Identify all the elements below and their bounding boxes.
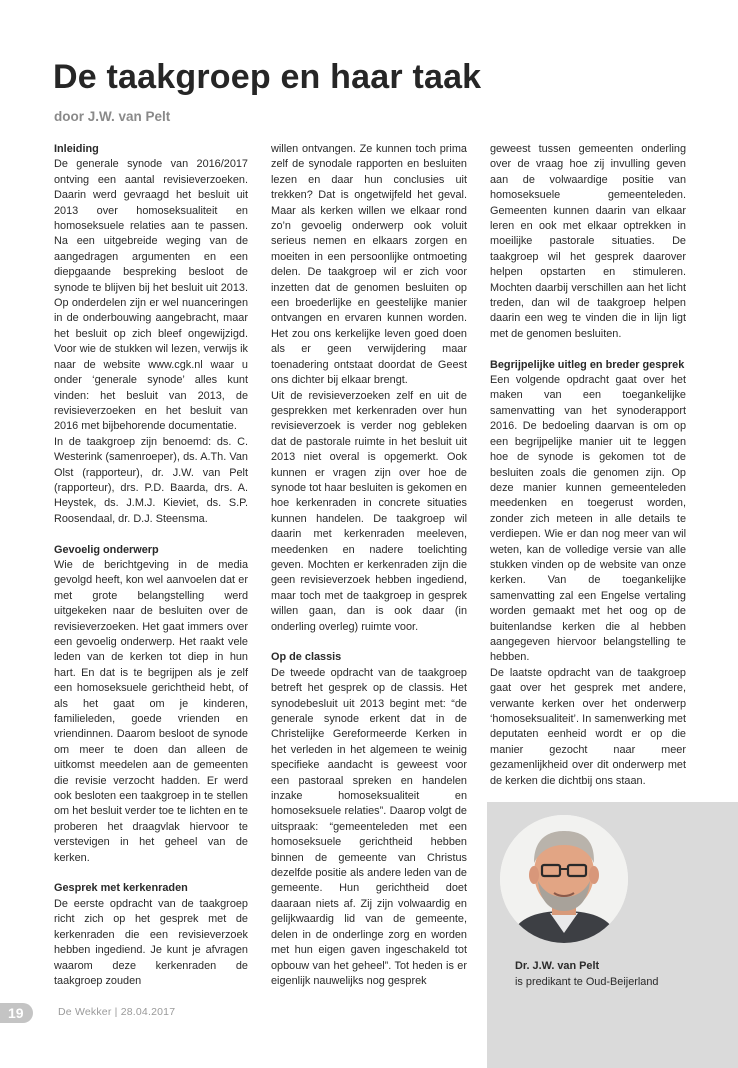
paragraph-spacer	[490, 342, 686, 357]
footer-publication: De Wekker | 28.04.2017	[58, 1006, 176, 1018]
author-portrait-illustration	[500, 815, 628, 943]
section-heading: Op de classis	[271, 651, 342, 664]
text-column-1	[54, 142, 248, 989]
paragraph: De eerste opdracht van de taakgroep richt zich op het gesprek met de kerkenraden die een revisieverzoek hebben ingediend. Je kunt je afvragen waarom deze kerkenraden de taakgroep zouden	[54, 897, 248, 987]
author-name: Dr. J.W. van Pelt	[515, 960, 600, 972]
author-photo	[500, 815, 628, 943]
text-column-2	[271, 142, 467, 989]
paragraph: In de taakgroep zijn benoemd: ds. C. Westerink (samenroeper), ds. A.Th. Van Olst (rapporteur), dr. J.W. van Pelt (rapporteur), drs. P.D. Baarda, drs. A. Heystek, ds. J.M.J. Kieviet, ds. S.P. Roosendaal, dr. D.J. Steensma.	[54, 435, 248, 525]
paragraph: geweest tussen gemeenten onderling over de vraag hoe zij invulling geven aan de volwaardige positie van homoseksuele gemeenteleden. Gemeenten kunnen daarin van elkaar leren en ook met elkaar optrekken in moeilijke pastorale situaties. De taakgroep wil het gesprek daarover helpen opstarten en stimuleren. Mochten daarbij verschillen aan het licht treden, dan wil de taakgroep helpen daarin een weg te vinden die in lijn ligt met de genomen besluiten.	[490, 143, 686, 340]
section-heading: Inleiding	[54, 143, 99, 155]
section-heading: Gevoelig onderwerp	[54, 543, 159, 556]
paragraph: Wie de berichtgeving in de media gevolgd heeft, kon wel aanvoelen dat er met grote belangstelling werd uitgekeken naar de besluiten over de revisieverzoeken. Het gaat immers over een gevoelig onderwerp. Het raakt vele leden van de kerken tot diep in hun hart. En dat is te begrijpen als je zelf een homoseksuele gerichtheid hebt, of als het gaat om je kinderen, familieleden, goede vrienden en vriendinnen. Daarom besloot de synode om meer te doen dan alleen de uitkomst meedelen aan de gemeenten die revisie verzocht hadden. Er werd ook besloten een taakgroep in te stellen om het besluit verder toe te lichten en te proberen het draagvlak hiervoor te verstevigen in het geheel van de kerken.	[54, 558, 248, 864]
paragraph: willen ontvangen. Ze kunnen toch prima zelf de synodale rapporten en besluiten lezen en daar hun conclusies uit trekken? Dat is ongetwijfeld het geval. Maar als kerken willen we elkaar rond zo’n gevoelig onderwerp ook voluit serieus nemen en elkaars zorgen en moeiten in een persoonlijke ontmoeting delen. De taakgroep wil er zich voor inzetten dat de genomen besluiten op een broederlijke en geestelijke manier ontvangen en ervaren kunnen worden. Het zou ons kerkelijke leven goed doen als er geen verwijdering maar toenadering ontstaat doordat de Geest ons dichter bij elkaar brengt.	[271, 143, 467, 387]
author-role: is predikant te Oud-Beijerland	[515, 976, 659, 988]
page-number: 19	[8, 1005, 24, 1021]
paragraph-spacer	[54, 866, 248, 881]
paragraph-spacer	[271, 635, 467, 650]
paragraph: De tweede opdracht van de taakgroep betreft het gesprek op de classis. Het synodebesluit uit 2013 begint met: “de generale synode erkent dat in de Christelijke Gereformeerde Kerken in het verleden in het algemeen te weinig specifieke aandacht is geweest voor een pastoraal spreken en handelen inzake homoseksualiteit en homoseksuele relaties”. Daarop volgt de uitspraak: “gemeenteleden met een homoseksuele gerichtheid hebben binnen de gemeente van Christus dezelfde positie als andere leden van de gemeente. Hun gerichtheid doet daaraan niets af. Zij zijn volwaardig en gelijkwaardig lid van de gemeente, delen in de onderlinge zorg en worden met hun eigen gaven ingeschakeld tot opbouw van het geheel”. Tot heden is er eigenlijk nauwelijks nog gesprek	[271, 666, 467, 987]
paragraph: Uit de revisieverzoeken zelf en uit de gesprekken met kerkenraden over hun revisieverzoek is verder nog gebleken dat de pastorale ruimte in het besluit uit 2013 niet overal is opgemerkt. Ook kunnen er vragen zijn over hoe de synode tot haar besluiten is gekomen en hoe kerkenraden in concrete situaties kunnen handelen. De taakgroep wil daarin met kerkenraden meeleven, meedenken en nadere toelichting geven. Mochten er kerkenraden zijn die geen revisieverzoek hebben ingediend, maar toch met de taakgroep in gesprek willen gaan, dan is ook daar (in onderling overleg) ruimte voor.	[271, 389, 467, 633]
paragraph: Een volgende opdracht gaat over het maken van een toegankelijke samenvatting van het synoderapport 2016. De bedoeling daarvan is om op een begrijpelijke manier uit te leggen hoe de synode is gekomen tot de besluiten zoals die genomen zijn. Op deze manier kunnen gemeenteleden meedenken en toegerust worden, zonder zich meteen in alle details te verdiepen. Wie er dan nog meer van wil weten, kan de volledige versie van alle stukken vinden op de website van onze kerken. Van de toegankelijke samenvatting zal een Engelse vertaling worden gemaakt met het oog op de buitenlandse kerken die al hebben aangegeven hiervoor belangstelling te hebben.	[490, 374, 686, 664]
article-title: De taakgroep en haar taak	[53, 58, 482, 96]
paragraph: De laatste opdracht van de taakgroep gaat over het gesprek met andere, verwante kerken over het onderwerp ‘homoseksualiteit’. In samenwerking met deputaten eenheid wordt er op die manier gezocht naar meer gezamenlijkheid over dit onderwerp met de kerken die dichtbij ons staan.	[490, 666, 686, 787]
article-byline: door J.W. van Pelt	[54, 109, 171, 124]
section-heading: Gesprek met kerkenraden	[54, 882, 188, 895]
paragraph: De generale synode van 2016/2017 ontving een aantal revisieverzoeken. Daarin werd gevraagd het besluit uit 2013 over homoseksualiteit en homoseksuele relaties aan te passen. Na een uitgebreide weging van de aangedragen argumenten en een diepgaande bespreking besloot de synode te blijven bij het besluit uit 2013. Op onderdelen zijn er wel nuanceringen in de onderbouwing aangebracht, maar het besluit op zich bleef ongewijzigd. Voor wie de stukken wil lezen, verwijs ik naar de website www.cgk.nl waar u onder ‘generale synode’ alles kunt vinden: het besluit van 2013, de revisieverzoeken en het besluit van 2016 met bijbehorende documentatie.	[54, 158, 248, 433]
section-heading: Begrijpelijke uitleg en breder gesprek	[490, 358, 685, 371]
text-column-3	[490, 142, 686, 789]
paragraph-spacer	[54, 527, 248, 542]
